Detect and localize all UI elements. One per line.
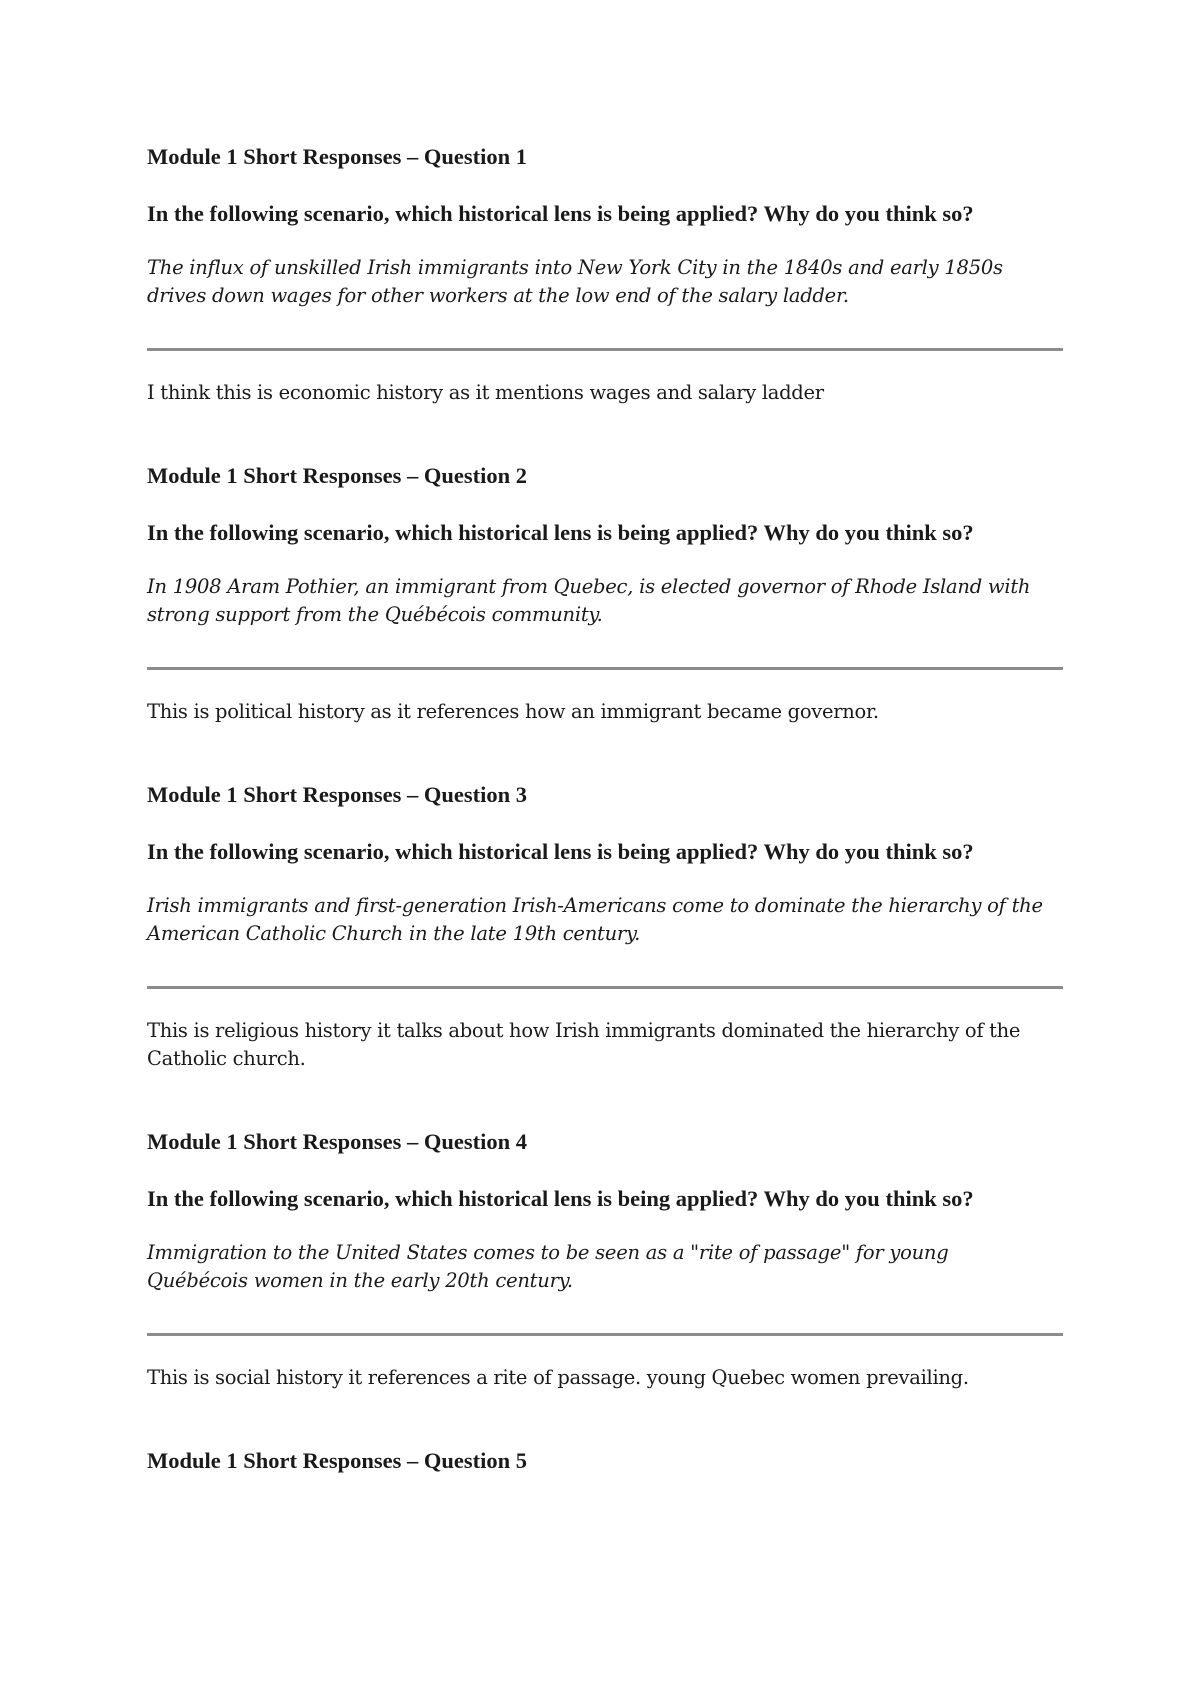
question-1-scenario-line-2: drives down wages for other workers at the low end of the salary ladder. bbox=[147, 284, 849, 307]
question-2-title: Module 1 Short Responses – Question 2 bbox=[147, 463, 528, 488]
question-1-scenario bbox=[147, 254, 1067, 310]
question-3-section bbox=[147, 781, 1067, 1073]
question-2-answer-line-1: This is political history as it references how an immigrant became governor. bbox=[147, 700, 879, 723]
question-3-scenario-line-1: Irish immigrants and first-generation Irish-Americans come to dominate the hierarchy of the bbox=[147, 894, 1043, 917]
answer-divider bbox=[147, 1333, 1063, 1336]
question-3-scenario bbox=[147, 892, 1067, 948]
answer-divider bbox=[147, 348, 1063, 351]
question-1-section bbox=[147, 143, 1067, 407]
question-3-answer[interactable] bbox=[147, 1017, 1067, 1073]
question-2-scenario-line-1: In 1908 Aram Pothier, an immigrant from Quebec, is elected governor of Rhode Island with bbox=[147, 575, 1031, 598]
question-4-answer-line-1: This is social history it references a rite of passage. young Quebec women prevailing. bbox=[147, 1366, 969, 1389]
question-2-answer[interactable] bbox=[147, 698, 1067, 726]
question-1-prompt: In the following scenario, which historical lens is being applied? Why do you think so? bbox=[147, 201, 974, 226]
question-5-title: Module 1 Short Responses – Question 5 bbox=[147, 1448, 528, 1473]
question-1-answer[interactable] bbox=[147, 379, 1067, 407]
answer-divider bbox=[147, 667, 1063, 670]
question-4-prompt: In the following scenario, which historical lens is being applied? Why do you think so? bbox=[147, 1186, 974, 1211]
question-4-scenario-line-2: Québécois women in the early 20th century. bbox=[147, 1269, 573, 1292]
question-4-section bbox=[147, 1128, 1067, 1392]
question-2-section bbox=[147, 462, 1067, 726]
question-2-prompt: In the following scenario, which historical lens is being applied? Why do you think so? bbox=[147, 520, 974, 545]
question-3-prompt: In the following scenario, which historical lens is being applied? Why do you think so? bbox=[147, 839, 974, 864]
question-4-scenario-line-1: Immigration to the United States comes to be seen as a "rite of passage" for young bbox=[147, 1241, 949, 1264]
document-page bbox=[147, 143, 1067, 1504]
question-2-scenario-line-2: strong support from the Québécois community. bbox=[147, 603, 603, 626]
question-3-answer-line-2: Catholic church. bbox=[147, 1047, 306, 1070]
question-4-answer[interactable] bbox=[147, 1364, 1067, 1392]
question-3-title: Module 1 Short Responses – Question 3 bbox=[147, 782, 528, 807]
question-3-answer-line-1: This is religious history it talks about how Irish immigrants dominated the hierarchy of the bbox=[147, 1019, 1021, 1042]
question-4-scenario bbox=[147, 1239, 1067, 1295]
question-1-title: Module 1 Short Responses – Question 1 bbox=[147, 144, 528, 169]
question-1-answer-line-1: I think this is economic history as it mentions wages and salary ladder bbox=[147, 381, 824, 404]
question-2-scenario bbox=[147, 573, 1067, 629]
question-3-scenario-line-2: American Catholic Church in the late 19th century. bbox=[147, 922, 641, 945]
answer-divider bbox=[147, 986, 1063, 989]
question-4-title: Module 1 Short Responses – Question 4 bbox=[147, 1129, 528, 1154]
question-1-scenario-line-1: The influx of unskilled Irish immigrants into New York City in the 1840s and early 1850s bbox=[147, 256, 1003, 279]
